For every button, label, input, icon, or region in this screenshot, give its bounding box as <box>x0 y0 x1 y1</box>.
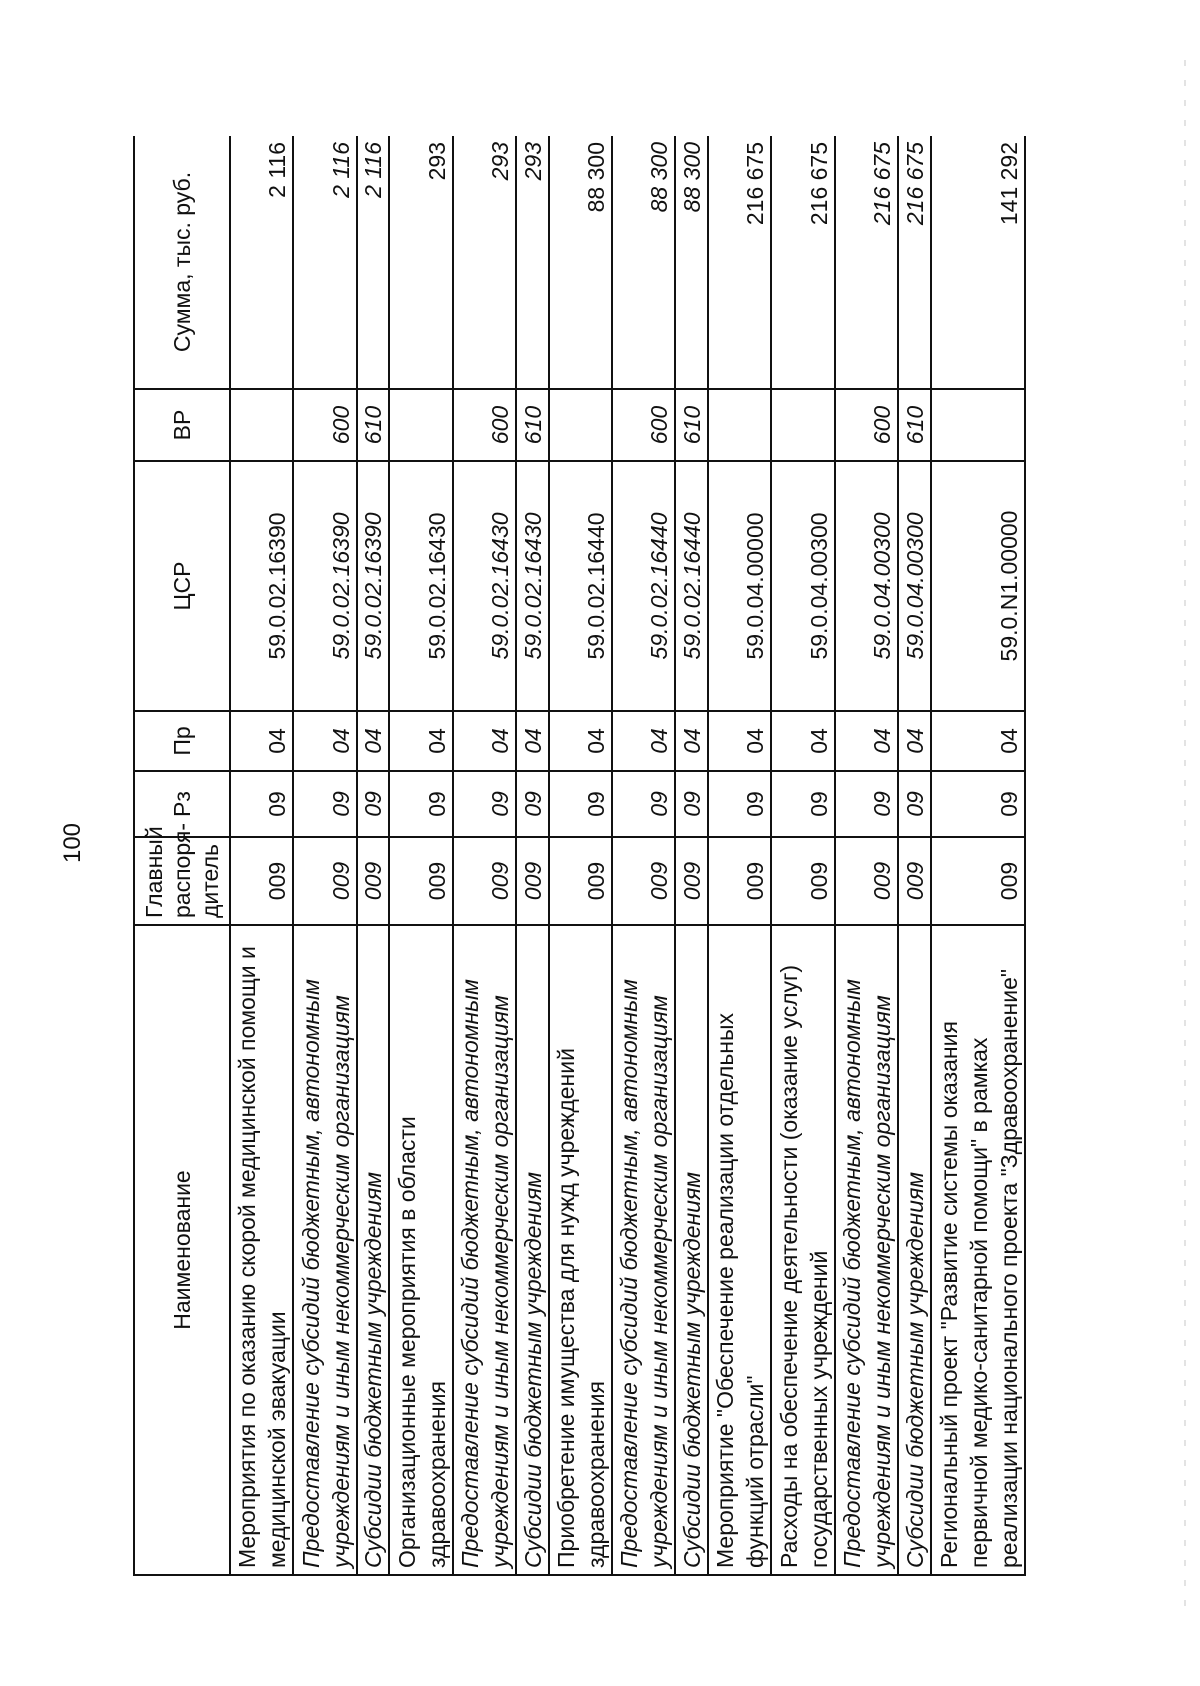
row-expense-type: 600 <box>293 389 356 461</box>
row-target-article: 59.0.02.16440 <box>549 461 612 711</box>
row-name: Предоставление субсидий бюджетным, автономным учреждениям и иным некоммерческим организациям <box>835 925 898 1575</box>
row-expense-type <box>389 389 452 461</box>
row-subsection: 04 <box>357 711 390 771</box>
row-name: Мероприятия по оказанию скорой медицинской помощи и медицинской эвакуации <box>230 925 293 1575</box>
row-expense-type: 600 <box>835 389 898 461</box>
row-name: Предоставление субсидий бюджетным, автономным учреждениям и иным некоммерческим организациям <box>612 925 675 1575</box>
row-expense-type <box>931 389 1025 461</box>
header-sum: Сумма, тыс. руб. <box>134 136 230 389</box>
table-row <box>230 136 293 1575</box>
row-subsection: 04 <box>453 711 516 771</box>
row-name: Расходы на обеспечение деятельности (оказание услуг) государственных учреждений <box>771 925 834 1575</box>
row-name: Субсидии бюджетным учреждениям <box>675 925 708 1575</box>
header-chief-administrator: Главный распоря- дитель <box>134 837 230 925</box>
row-target-article: 59.0.02.16430 <box>453 461 516 711</box>
budget-table <box>133 136 1026 1576</box>
table-row <box>898 136 931 1575</box>
row-chief-administrator: 009 <box>771 837 834 925</box>
row-sum: 216 675 <box>898 136 931 389</box>
row-sum: 216 675 <box>771 136 834 389</box>
row-section: 09 <box>931 771 1025 837</box>
row-expense-type: 610 <box>516 389 549 461</box>
row-sum: 293 <box>453 136 516 389</box>
row-name: Мероприятие "Обеспечение реализации отдельных функций отрасли" <box>708 925 771 1575</box>
row-chief-administrator: 009 <box>898 837 931 925</box>
row-subsection: 04 <box>516 711 549 771</box>
row-chief-administrator: 009 <box>230 837 293 925</box>
row-target-article: 59.0.02.16390 <box>230 461 293 711</box>
row-chief-administrator: 009 <box>708 837 771 925</box>
row-expense-type: 600 <box>612 389 675 461</box>
row-expense-type <box>230 389 293 461</box>
row-name: Предоставление субсидий бюджетным, автономным учреждениям и иным некоммерческим организациям <box>293 925 356 1575</box>
row-target-article: 59.0.02.16440 <box>612 461 675 711</box>
row-subsection: 04 <box>771 711 834 771</box>
row-name: Субсидии бюджетным учреждениям <box>516 925 549 1575</box>
row-section: 09 <box>293 771 356 837</box>
row-sum: 2 116 <box>293 136 356 389</box>
row-chief-administrator: 009 <box>549 837 612 925</box>
row-chief-administrator: 009 <box>453 837 516 925</box>
row-expense-type: 610 <box>675 389 708 461</box>
page-number: 100 <box>59 822 86 864</box>
row-subsection: 04 <box>293 711 356 771</box>
header-subsection: Пр <box>134 711 230 771</box>
row-name: Субсидии бюджетным учреждениям <box>357 925 390 1575</box>
row-subsection: 04 <box>708 711 771 771</box>
row-name: Субсидии бюджетным учреждениям <box>898 925 931 1575</box>
row-target-article: 59.0.02.16440 <box>675 461 708 711</box>
row-chief-administrator: 009 <box>835 837 898 925</box>
row-sum: 88 300 <box>612 136 675 389</box>
row-subsection: 04 <box>549 711 612 771</box>
row-section: 09 <box>516 771 549 837</box>
row-section: 09 <box>357 771 390 837</box>
scan-edge-artifact <box>1184 60 1186 1620</box>
row-target-article: 59.0.02.16390 <box>357 461 390 711</box>
table-header-row <box>134 136 230 1575</box>
row-target-article: 59.0.04.00000 <box>708 461 771 711</box>
row-section: 09 <box>612 771 675 837</box>
table-row <box>675 136 708 1575</box>
row-subsection: 04 <box>835 711 898 771</box>
row-subsection: 04 <box>898 711 931 771</box>
table-row <box>516 136 549 1575</box>
row-target-article: 59.0.04.00300 <box>835 461 898 711</box>
row-section: 09 <box>708 771 771 837</box>
table-row <box>835 136 898 1575</box>
header-expense-type: ВР <box>134 389 230 461</box>
row-chief-administrator: 009 <box>516 837 549 925</box>
table-row <box>293 136 356 1575</box>
row-subsection: 04 <box>612 711 675 771</box>
row-target-article: 59.0.02.16430 <box>516 461 549 711</box>
row-section: 09 <box>549 771 612 837</box>
row-section: 09 <box>675 771 708 837</box>
row-expense-type: 610 <box>357 389 390 461</box>
table-row <box>453 136 516 1575</box>
row-expense-type <box>549 389 612 461</box>
row-sum: 141 292 <box>931 136 1025 389</box>
row-sum: 2 116 <box>230 136 293 389</box>
header-target-article: ЦСР <box>134 461 230 711</box>
row-name: Организационные мероприятия в области здравоохранения <box>389 925 452 1575</box>
row-chief-administrator: 009 <box>389 837 452 925</box>
header-name: Наименование <box>134 925 230 1575</box>
row-sum: 2 116 <box>357 136 390 389</box>
row-subsection: 04 <box>230 711 293 771</box>
row-section: 09 <box>771 771 834 837</box>
row-name: Региональный проект "Развитие системы оказания первичной медико-санитарной помощи" в рамках реализации национального проекта "Здравоохранение" <box>931 925 1025 1575</box>
row-section: 09 <box>230 771 293 837</box>
row-subsection: 04 <box>389 711 452 771</box>
table-row <box>771 136 834 1575</box>
table-row <box>389 136 452 1575</box>
row-target-article: 59.0.02.16430 <box>389 461 452 711</box>
row-name: Приобретение имущества для нужд учреждений здравоохранения <box>549 925 612 1575</box>
row-section: 09 <box>898 771 931 837</box>
header-section: Рз <box>134 771 230 837</box>
row-target-article: 59.0.04.00300 <box>771 461 834 711</box>
row-chief-administrator: 009 <box>931 837 1025 925</box>
row-section: 09 <box>389 771 452 837</box>
row-target-article: 59.0.04.00300 <box>898 461 931 711</box>
row-chief-administrator: 009 <box>612 837 675 925</box>
row-chief-administrator: 009 <box>293 837 356 925</box>
row-chief-administrator: 009 <box>357 837 390 925</box>
row-subsection: 04 <box>675 711 708 771</box>
row-expense-type: 600 <box>453 389 516 461</box>
table-row <box>612 136 675 1575</box>
row-target-article: 59.0.N1.00000 <box>931 461 1025 711</box>
row-sum: 216 675 <box>708 136 771 389</box>
table-row <box>549 136 612 1575</box>
row-sum: 293 <box>516 136 549 389</box>
row-target-article: 59.0.02.16390 <box>293 461 356 711</box>
table-row <box>357 136 390 1575</box>
row-sum: 88 300 <box>549 136 612 389</box>
row-section: 09 <box>453 771 516 837</box>
row-sum: 293 <box>389 136 452 389</box>
row-section: 09 <box>835 771 898 837</box>
row-expense-type: 610 <box>898 389 931 461</box>
table-row <box>708 136 771 1575</box>
rotated-table-area <box>133 136 1026 1576</box>
row-sum: 216 675 <box>835 136 898 389</box>
row-subsection: 04 <box>931 711 1025 771</box>
row-expense-type <box>771 389 834 461</box>
row-expense-type <box>708 389 771 461</box>
row-sum: 88 300 <box>675 136 708 389</box>
table-row <box>931 136 1025 1575</box>
row-name: Предоставление субсидий бюджетным, автономным учреждениям и иным некоммерческим организациям <box>453 925 516 1575</box>
row-chief-administrator: 009 <box>675 837 708 925</box>
